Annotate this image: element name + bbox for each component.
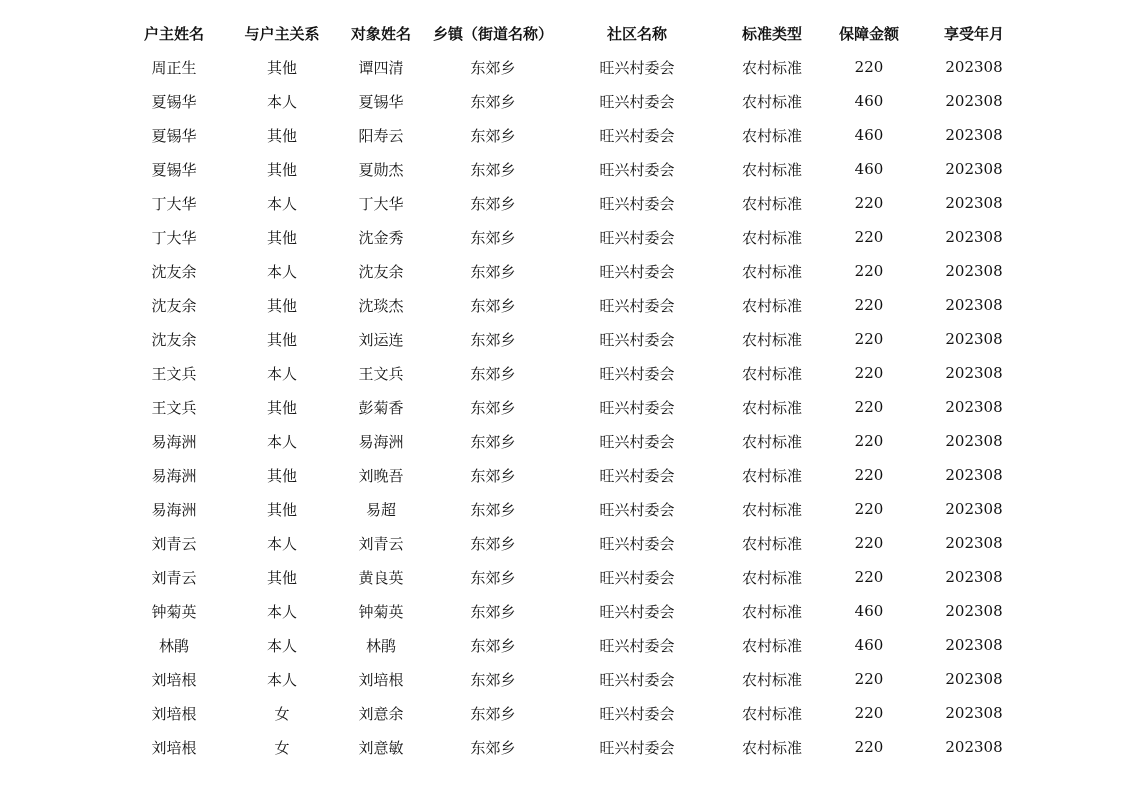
cell-householder-name: 沈友余 [151, 262, 197, 281]
cell-relationship: 其他 [266, 58, 297, 77]
cell-recipient-name: 王文兵 [358, 364, 404, 383]
table-body [118, 50, 1038, 764]
cell-householder-name: 夏锡华 [151, 160, 197, 179]
cell-township: 东郊乡 [470, 398, 516, 417]
table-row [118, 662, 1038, 696]
cell-township: 东郊乡 [470, 670, 516, 689]
table-row [118, 220, 1038, 254]
cell-relationship: 女 [274, 738, 290, 757]
cell-month: 202308 [945, 296, 1003, 314]
header-householder-name: 户主姓名 [143, 24, 204, 43]
cell-community: 旺兴村委会 [599, 568, 675, 587]
cell-township: 东郊乡 [470, 738, 516, 757]
cell-recipient-name: 沈友余 [358, 262, 404, 281]
cell-relationship: 本人 [266, 262, 297, 281]
cell-month: 202308 [945, 432, 1003, 450]
cell-recipient-name: 沈琰杰 [358, 296, 404, 315]
cell-recipient-name: 丁大华 [358, 194, 404, 213]
table-row [118, 390, 1038, 424]
table-row [118, 730, 1038, 764]
cell-community: 旺兴村委会 [599, 228, 675, 247]
cell-community: 旺兴村委会 [599, 602, 675, 621]
cell-month: 202308 [945, 704, 1003, 722]
cell-township: 东郊乡 [470, 296, 516, 315]
cell-amount: 220 [854, 330, 884, 348]
cell-township: 东郊乡 [470, 602, 516, 621]
cell-recipient-name: 刘运连 [358, 330, 404, 349]
cell-standard-type: 农村标准 [741, 330, 802, 349]
header-township: 乡镇（街道名称） [432, 24, 553, 43]
cell-recipient-name: 易超 [365, 500, 396, 519]
cell-community: 旺兴村委会 [599, 126, 675, 145]
cell-month: 202308 [945, 330, 1003, 348]
cell-township: 东郊乡 [470, 126, 516, 145]
cell-relationship: 女 [274, 704, 290, 723]
table-row [118, 50, 1038, 84]
cell-month: 202308 [945, 228, 1003, 246]
cell-recipient-name: 夏锡华 [358, 92, 404, 111]
cell-township: 东郊乡 [470, 534, 516, 553]
cell-community: 旺兴村委会 [599, 330, 675, 349]
cell-community: 旺兴村委会 [599, 296, 675, 315]
cell-community: 旺兴村委会 [599, 466, 675, 485]
cell-standard-type: 农村标准 [741, 364, 802, 383]
header-amount: 保障金额 [838, 24, 899, 43]
cell-community: 旺兴村委会 [599, 364, 675, 383]
header-month: 享受年月 [943, 24, 1004, 43]
cell-recipient-name: 林鹃 [365, 636, 396, 655]
cell-township: 东郊乡 [470, 364, 516, 383]
cell-relationship: 其他 [266, 126, 297, 145]
cell-relationship: 本人 [266, 194, 297, 213]
cell-standard-type: 农村标准 [741, 126, 802, 145]
cell-recipient-name: 刘意敏 [358, 738, 404, 757]
cell-amount: 220 [854, 398, 884, 416]
cell-householder-name: 王文兵 [151, 398, 197, 417]
cell-month: 202308 [945, 160, 1003, 178]
cell-amount: 220 [854, 704, 884, 722]
cell-amount: 220 [854, 670, 884, 688]
cell-relationship: 本人 [266, 534, 297, 553]
cell-relationship: 其他 [266, 296, 297, 315]
cell-community: 旺兴村委会 [599, 194, 675, 213]
cell-township: 东郊乡 [470, 58, 516, 77]
beneficiary-table [118, 16, 1038, 764]
cell-amount: 220 [854, 500, 884, 518]
header-recipient-name: 对象姓名 [350, 24, 411, 43]
cell-standard-type: 农村标准 [741, 262, 802, 281]
cell-householder-name: 周正生 [151, 58, 197, 77]
cell-amount: 220 [854, 568, 884, 586]
cell-community: 旺兴村委会 [599, 738, 675, 757]
cell-relationship: 其他 [266, 160, 297, 179]
cell-recipient-name: 易海洲 [358, 432, 404, 451]
cell-township: 东郊乡 [470, 330, 516, 349]
table-row [118, 356, 1038, 390]
cell-community: 旺兴村委会 [599, 534, 675, 553]
cell-recipient-name: 刘意余 [358, 704, 404, 723]
cell-community: 旺兴村委会 [599, 636, 675, 655]
cell-amount: 460 [854, 160, 884, 178]
cell-amount: 220 [854, 194, 884, 212]
table-row [118, 492, 1038, 526]
cell-amount: 220 [854, 432, 884, 450]
cell-township: 东郊乡 [470, 636, 516, 655]
cell-householder-name: 易海洲 [151, 500, 197, 519]
header-relationship: 与户主关系 [244, 24, 320, 43]
cell-standard-type: 农村标准 [741, 738, 802, 757]
table-row [118, 84, 1038, 118]
table-row [118, 322, 1038, 356]
cell-community: 旺兴村委会 [599, 432, 675, 451]
cell-householder-name: 刘青云 [151, 534, 197, 553]
cell-community: 旺兴村委会 [599, 262, 675, 281]
cell-amount: 220 [854, 364, 884, 382]
cell-standard-type: 农村标准 [741, 534, 802, 553]
cell-month: 202308 [945, 670, 1003, 688]
cell-standard-type: 农村标准 [741, 160, 802, 179]
table-row [118, 424, 1038, 458]
cell-standard-type: 农村标准 [741, 296, 802, 315]
cell-relationship: 本人 [266, 602, 297, 621]
cell-township: 东郊乡 [470, 228, 516, 247]
cell-amount: 220 [854, 534, 884, 552]
cell-recipient-name: 谭四清 [358, 58, 404, 77]
cell-householder-name: 沈友余 [151, 296, 197, 315]
cell-householder-name: 刘培根 [151, 670, 197, 689]
cell-standard-type: 农村标准 [741, 194, 802, 213]
cell-householder-name: 刘培根 [151, 704, 197, 723]
cell-householder-name: 丁大华 [151, 194, 197, 213]
cell-relationship: 其他 [266, 228, 297, 247]
cell-recipient-name: 夏勋杰 [358, 160, 404, 179]
cell-householder-name: 易海洲 [151, 432, 197, 451]
cell-recipient-name: 沈金秀 [358, 228, 404, 247]
cell-amount: 220 [854, 228, 884, 246]
cell-amount: 220 [854, 58, 884, 76]
cell-month: 202308 [945, 398, 1003, 416]
table-row [118, 458, 1038, 492]
cell-householder-name: 夏锡华 [151, 126, 197, 145]
cell-township: 东郊乡 [470, 568, 516, 587]
cell-township: 东郊乡 [470, 194, 516, 213]
table-row [118, 526, 1038, 560]
table-row [118, 594, 1038, 628]
table-row [118, 560, 1038, 594]
cell-month: 202308 [945, 92, 1003, 110]
cell-month: 202308 [945, 534, 1003, 552]
cell-standard-type: 农村标准 [741, 500, 802, 519]
cell-month: 202308 [945, 466, 1003, 484]
cell-relationship: 其他 [266, 466, 297, 485]
cell-householder-name: 丁大华 [151, 228, 197, 247]
cell-community: 旺兴村委会 [599, 500, 675, 519]
cell-community: 旺兴村委会 [599, 58, 675, 77]
cell-householder-name: 钟菊英 [151, 602, 197, 621]
cell-relationship: 其他 [266, 398, 297, 417]
document-sheet [118, 16, 1038, 764]
cell-township: 东郊乡 [470, 500, 516, 519]
cell-amount: 220 [854, 466, 884, 484]
table-row [118, 628, 1038, 662]
cell-community: 旺兴村委会 [599, 92, 675, 111]
cell-amount: 460 [854, 636, 884, 654]
table-row [118, 186, 1038, 220]
cell-standard-type: 农村标准 [741, 92, 802, 111]
cell-month: 202308 [945, 636, 1003, 654]
cell-community: 旺兴村委会 [599, 704, 675, 723]
header-standard-type: 标准类型 [741, 24, 802, 43]
cell-recipient-name: 黄良英 [358, 568, 404, 587]
cell-amount: 220 [854, 296, 884, 314]
cell-standard-type: 农村标准 [741, 466, 802, 485]
cell-month: 202308 [945, 568, 1003, 586]
cell-householder-name: 王文兵 [151, 364, 197, 383]
cell-recipient-name: 刘培根 [358, 670, 404, 689]
cell-standard-type: 农村标准 [741, 704, 802, 723]
cell-standard-type: 农村标准 [741, 670, 802, 689]
cell-householder-name: 刘培根 [151, 738, 197, 757]
cell-community: 旺兴村委会 [599, 160, 675, 179]
table-row [118, 152, 1038, 186]
cell-relationship: 本人 [266, 92, 297, 111]
cell-community: 旺兴村委会 [599, 670, 675, 689]
cell-amount: 220 [854, 738, 884, 756]
cell-amount: 460 [854, 126, 884, 144]
cell-relationship: 本人 [266, 670, 297, 689]
cell-recipient-name: 彭菊香 [358, 398, 404, 417]
cell-month: 202308 [945, 500, 1003, 518]
table-row [118, 118, 1038, 152]
cell-amount: 220 [854, 262, 884, 280]
cell-recipient-name: 刘青云 [358, 534, 404, 553]
cell-township: 东郊乡 [470, 92, 516, 111]
cell-community: 旺兴村委会 [599, 398, 675, 417]
cell-recipient-name: 阳寿云 [358, 126, 404, 145]
table-header [118, 16, 1038, 50]
cell-relationship: 本人 [266, 364, 297, 383]
cell-standard-type: 农村标准 [741, 228, 802, 247]
cell-standard-type: 农村标准 [741, 568, 802, 587]
cell-amount: 460 [854, 92, 884, 110]
cell-householder-name: 刘青云 [151, 568, 197, 587]
cell-householder-name: 林鹃 [158, 636, 189, 655]
cell-standard-type: 农村标准 [741, 636, 802, 655]
cell-relationship: 其他 [266, 500, 297, 519]
cell-township: 东郊乡 [470, 262, 516, 281]
cell-relationship: 其他 [266, 330, 297, 349]
cell-householder-name: 易海洲 [151, 466, 197, 485]
cell-township: 东郊乡 [470, 466, 516, 485]
cell-amount: 460 [854, 602, 884, 620]
cell-month: 202308 [945, 58, 1003, 76]
cell-standard-type: 农村标准 [741, 398, 802, 417]
cell-standard-type: 农村标准 [741, 602, 802, 621]
cell-month: 202308 [945, 364, 1003, 382]
cell-relationship: 其他 [266, 568, 297, 587]
cell-month: 202308 [945, 738, 1003, 756]
cell-standard-type: 农村标准 [741, 432, 802, 451]
cell-month: 202308 [945, 602, 1003, 620]
table-row [118, 254, 1038, 288]
cell-township: 东郊乡 [470, 432, 516, 451]
cell-month: 202308 [945, 126, 1003, 144]
cell-month: 202308 [945, 262, 1003, 280]
cell-standard-type: 农村标准 [741, 58, 802, 77]
cell-householder-name: 夏锡华 [151, 92, 197, 111]
header-community: 社区名称 [606, 24, 667, 43]
cell-relationship: 本人 [266, 432, 297, 451]
cell-recipient-name: 刘晚吾 [358, 466, 404, 485]
cell-relationship: 本人 [266, 636, 297, 655]
cell-township: 东郊乡 [470, 160, 516, 179]
cell-householder-name: 沈友余 [151, 330, 197, 349]
header-row [118, 16, 1038, 50]
table-row [118, 288, 1038, 322]
cell-township: 东郊乡 [470, 704, 516, 723]
cell-month: 202308 [945, 194, 1003, 212]
cell-recipient-name: 钟菊英 [358, 602, 404, 621]
table-row [118, 696, 1038, 730]
